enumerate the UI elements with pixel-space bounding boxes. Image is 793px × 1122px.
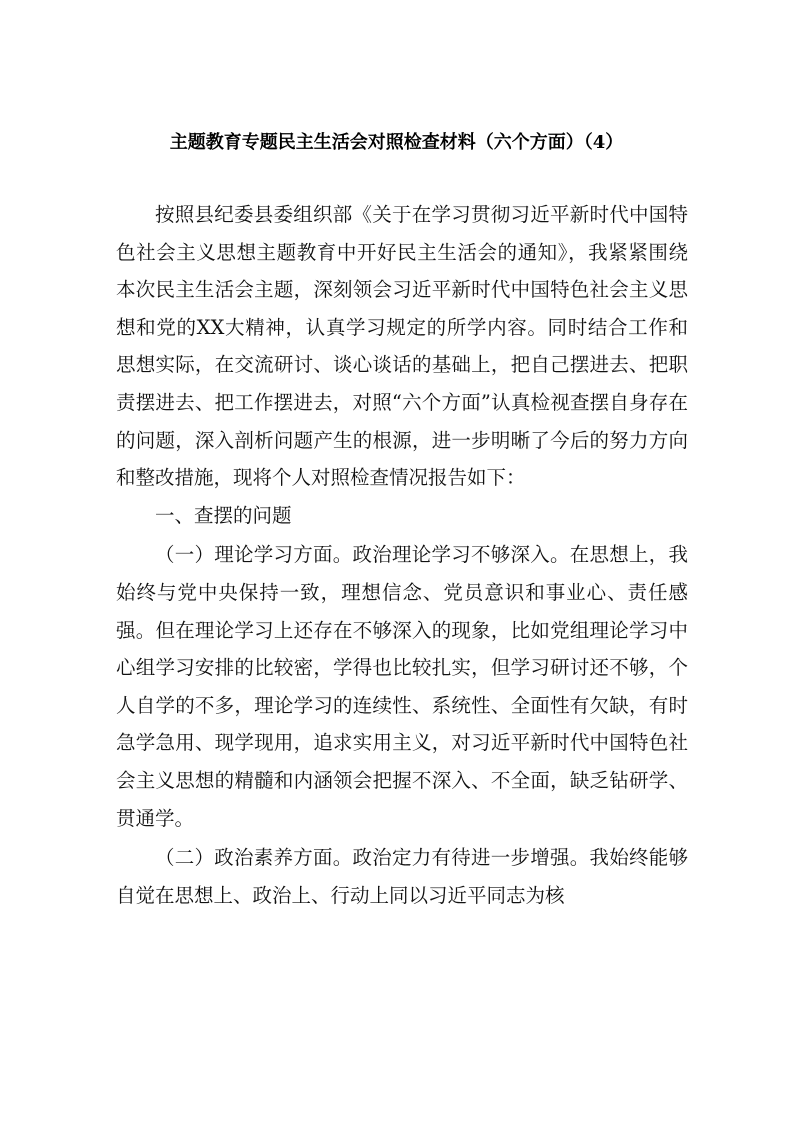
section-heading: 一、查摆的问题 <box>155 503 292 527</box>
document-title: 主题教育专题民主生活会对照检查材料（六个方面）（4） <box>169 132 624 153</box>
theory-study-paragraph: （一）理论学习方面。政治理论学习不够深入。在思想上，我始终与党中央保持一致，理想信念、党员意识和事业心、责任感强。但在理论学习上还存在不够深入的现象，比如党组理论学习中心组学习安排的比较密，学得也比较扎实，但学习研讨还不够，个人自学的不多，理论学习的连续性、系统性、全面性有欠缺，有时急学急用、现学现用，追求实用主义，对习近平新时代中国特色社会主义思想的精髓和内涵领会把握不深入、不全面，缺乏钻研学、贯通学。 <box>116 543 688 830</box>
document-body <box>116 196 688 914</box>
political-quality-paragraph: （二）政治素养方面。政治定力有待进一步增强。我始终能够自觉在思想上、政治上、行动上同以习近平同志为核 <box>116 846 688 907</box>
intro-paragraph: 按照县纪委县委组织部《关于在学习贯彻习近平新时代中国特色社会主义思想主题教育中开好民主生活会的通知》，我紧紧围绕本次民主生活会主题，深刻领会习近平新时代中国特色社会主义思想和党的XX大精神，认真学习规定的所学内容。同时结合工作和思想实际，在交流研讨、谈心谈话的基础上，把自己摆进去、把职责摆进去、把工作摆进去，对照“六个方面”认真检视查摆自身存在的问题，深入剖析问题产生的根源，进一步明晰了今后的努力方向和整改措施，现将个人对照检查情况报告如下： <box>116 203 688 490</box>
